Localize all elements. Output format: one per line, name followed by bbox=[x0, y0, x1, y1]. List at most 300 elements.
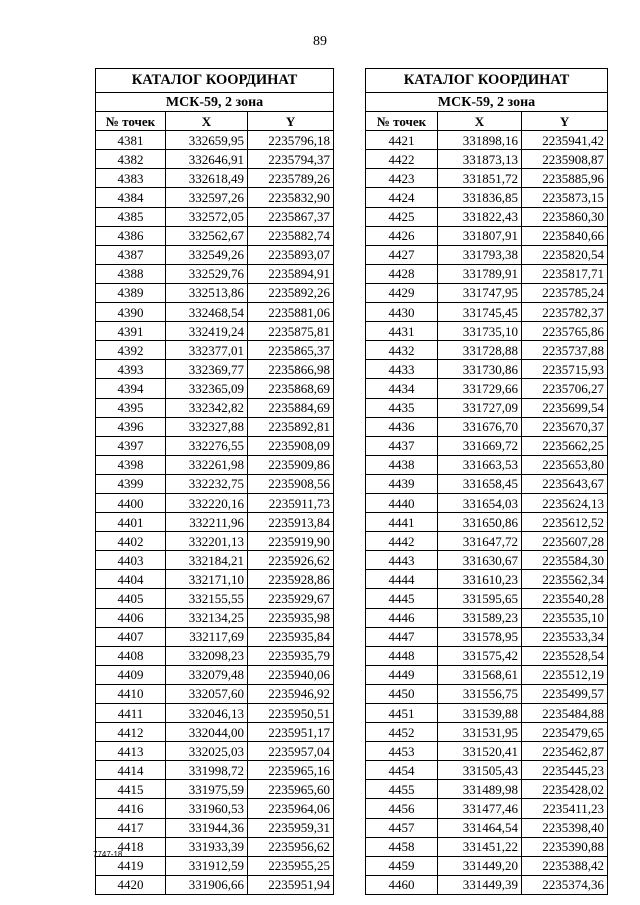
x-coordinate-cell: 331745,45 bbox=[438, 303, 522, 322]
table-row bbox=[366, 761, 608, 780]
x-coordinate-cell: 332057,60 bbox=[166, 684, 248, 703]
table-row bbox=[366, 474, 608, 493]
table-row bbox=[96, 513, 334, 532]
x-coordinate-cell: 331539,88 bbox=[438, 704, 522, 723]
x-coordinate-cell: 332377,01 bbox=[166, 341, 248, 360]
point-number-cell: 4455 bbox=[366, 780, 438, 799]
point-number-cell: 4450 bbox=[366, 684, 438, 703]
table-row bbox=[96, 704, 334, 723]
y-coordinate-cell: 2235411,23 bbox=[522, 799, 608, 818]
table-row bbox=[96, 780, 334, 799]
x-coordinate-cell: 332220,16 bbox=[166, 493, 248, 512]
x-coordinate-cell: 332134,25 bbox=[166, 608, 248, 627]
point-number-cell: 4438 bbox=[366, 455, 438, 474]
y-coordinate-cell: 2235737,88 bbox=[522, 341, 608, 360]
y-coordinate-cell: 2235866,98 bbox=[248, 360, 334, 379]
y-coordinate-cell: 2235919,90 bbox=[248, 532, 334, 551]
table-row bbox=[96, 360, 334, 379]
table-row bbox=[366, 150, 608, 169]
y-coordinate-cell: 2235820,54 bbox=[522, 245, 608, 264]
point-number-cell: 4452 bbox=[366, 723, 438, 742]
point-number-cell: 4403 bbox=[96, 551, 166, 570]
x-coordinate-cell: 331520,41 bbox=[438, 742, 522, 761]
table-row bbox=[96, 436, 334, 455]
point-number-cell: 4390 bbox=[96, 303, 166, 322]
x-coordinate-cell: 332513,86 bbox=[166, 283, 248, 302]
table-row bbox=[366, 799, 608, 818]
point-number-cell: 4421 bbox=[366, 131, 438, 150]
point-number-cell: 4391 bbox=[96, 322, 166, 341]
x-coordinate-cell: 332562,67 bbox=[166, 226, 248, 245]
point-number-cell: 4420 bbox=[96, 875, 166, 894]
point-number-cell: 4423 bbox=[366, 169, 438, 188]
table-row bbox=[96, 723, 334, 742]
point-number-cell: 4449 bbox=[366, 665, 438, 684]
x-coordinate-cell: 331729,66 bbox=[438, 379, 522, 398]
y-coordinate-cell: 2235840,66 bbox=[522, 226, 608, 245]
x-coordinate-cell: 331451,22 bbox=[438, 837, 522, 856]
point-number-cell: 4389 bbox=[96, 283, 166, 302]
x-coordinate-cell: 331822,43 bbox=[438, 207, 522, 226]
y-coordinate-cell: 2235832,90 bbox=[248, 188, 334, 207]
x-coordinate-cell: 331898,16 bbox=[438, 131, 522, 150]
y-coordinate-cell: 2235908,56 bbox=[248, 474, 334, 493]
table-row bbox=[96, 455, 334, 474]
point-number-cell: 4392 bbox=[96, 341, 166, 360]
x-coordinate-cell: 331912,59 bbox=[166, 856, 248, 875]
table-row bbox=[366, 322, 608, 341]
y-coordinate-cell: 2235540,28 bbox=[522, 589, 608, 608]
x-coordinate-cell: 332276,55 bbox=[166, 436, 248, 455]
table-row bbox=[366, 131, 608, 150]
table-row bbox=[96, 684, 334, 703]
y-coordinate-cell: 2235796,18 bbox=[248, 131, 334, 150]
point-number-cell: 4405 bbox=[96, 589, 166, 608]
x-coordinate-cell: 331575,42 bbox=[438, 646, 522, 665]
y-coordinate-cell: 2235959,31 bbox=[248, 818, 334, 837]
point-number-cell: 4394 bbox=[96, 379, 166, 398]
point-number-cell: 4453 bbox=[366, 742, 438, 761]
point-number-cell: 4384 bbox=[96, 188, 166, 207]
x-coordinate-cell: 331630,67 bbox=[438, 551, 522, 570]
table-row bbox=[366, 226, 608, 245]
y-coordinate-cell: 2235881,06 bbox=[248, 303, 334, 322]
y-coordinate-cell: 2235884,69 bbox=[248, 398, 334, 417]
point-number-cell: 4413 bbox=[96, 742, 166, 761]
y-coordinate-cell: 2235965,16 bbox=[248, 761, 334, 780]
point-number-cell: 4408 bbox=[96, 646, 166, 665]
column-header-y: Y bbox=[522, 112, 608, 131]
y-coordinate-cell: 2235479,65 bbox=[522, 723, 608, 742]
table-row bbox=[96, 742, 334, 761]
y-coordinate-cell: 2235957,04 bbox=[248, 742, 334, 761]
y-coordinate-cell: 2235398,40 bbox=[522, 818, 608, 837]
x-coordinate-cell: 332046,13 bbox=[166, 704, 248, 723]
point-number-cell: 4383 bbox=[96, 169, 166, 188]
x-coordinate-cell: 332365,09 bbox=[166, 379, 248, 398]
point-number-cell: 4439 bbox=[366, 474, 438, 493]
x-coordinate-cell: 332232,75 bbox=[166, 474, 248, 493]
x-coordinate-cell: 332572,05 bbox=[166, 207, 248, 226]
point-number-cell: 4447 bbox=[366, 627, 438, 646]
y-coordinate-cell: 2235893,07 bbox=[248, 245, 334, 264]
point-number-cell: 4445 bbox=[366, 589, 438, 608]
x-coordinate-cell: 332369,77 bbox=[166, 360, 248, 379]
table-row bbox=[96, 398, 334, 417]
point-number-cell: 4427 bbox=[366, 245, 438, 264]
y-coordinate-cell: 2235885,96 bbox=[522, 169, 608, 188]
x-coordinate-cell: 332098,23 bbox=[166, 646, 248, 665]
table-row bbox=[366, 436, 608, 455]
table-row bbox=[96, 493, 334, 512]
x-coordinate-cell: 331531,95 bbox=[438, 723, 522, 742]
x-coordinate-cell: 331789,91 bbox=[438, 264, 522, 283]
y-coordinate-cell: 2235533,34 bbox=[522, 627, 608, 646]
table-row bbox=[96, 150, 334, 169]
x-coordinate-cell: 332549,26 bbox=[166, 245, 248, 264]
point-number-cell: 4400 bbox=[96, 493, 166, 512]
y-coordinate-cell: 2235390,88 bbox=[522, 837, 608, 856]
coordinate-catalog-left bbox=[95, 68, 334, 895]
y-coordinate-cell: 2235873,15 bbox=[522, 188, 608, 207]
y-coordinate-cell: 2235789,26 bbox=[248, 169, 334, 188]
table-row bbox=[366, 398, 608, 417]
x-coordinate-cell: 332659,95 bbox=[166, 131, 248, 150]
x-coordinate-cell: 332261,98 bbox=[166, 455, 248, 474]
catalog-body bbox=[96, 131, 334, 895]
y-coordinate-cell: 2235908,09 bbox=[248, 436, 334, 455]
table-row bbox=[366, 379, 608, 398]
table-row bbox=[96, 646, 334, 665]
y-coordinate-cell: 2235499,57 bbox=[522, 684, 608, 703]
x-coordinate-cell: 332155,55 bbox=[166, 589, 248, 608]
y-coordinate-cell: 2235946,92 bbox=[248, 684, 334, 703]
point-number-cell: 4435 bbox=[366, 398, 438, 417]
page-number: 89 bbox=[313, 34, 327, 49]
y-coordinate-cell: 2235865,37 bbox=[248, 341, 334, 360]
catalog-title: КАТАЛОГ КООРДИНАТ bbox=[366, 69, 608, 93]
column-header-point-number: № точек bbox=[366, 112, 438, 131]
y-coordinate-cell: 2235929,67 bbox=[248, 589, 334, 608]
point-number-cell: 4422 bbox=[366, 150, 438, 169]
point-number-cell: 4406 bbox=[96, 608, 166, 627]
x-coordinate-cell: 332117,69 bbox=[166, 627, 248, 646]
y-coordinate-cell: 2235950,51 bbox=[248, 704, 334, 723]
table-row bbox=[96, 245, 334, 264]
table-row bbox=[96, 131, 334, 150]
x-coordinate-cell: 331650,86 bbox=[438, 513, 522, 532]
y-coordinate-cell: 2235941,42 bbox=[522, 131, 608, 150]
y-coordinate-cell: 2235462,87 bbox=[522, 742, 608, 761]
table-row bbox=[366, 742, 608, 761]
x-coordinate-cell: 332079,48 bbox=[166, 665, 248, 684]
catalog-body bbox=[366, 131, 608, 895]
y-coordinate-cell: 2235715,93 bbox=[522, 360, 608, 379]
x-coordinate-cell: 331676,70 bbox=[438, 417, 522, 436]
point-number-cell: 4443 bbox=[366, 551, 438, 570]
point-number-cell: 4404 bbox=[96, 570, 166, 589]
point-number-cell: 4415 bbox=[96, 780, 166, 799]
table-row bbox=[96, 627, 334, 646]
point-number-cell: 4424 bbox=[366, 188, 438, 207]
y-coordinate-cell: 2235935,79 bbox=[248, 646, 334, 665]
table-row bbox=[366, 207, 608, 226]
x-coordinate-cell: 331647,72 bbox=[438, 532, 522, 551]
table-row bbox=[366, 188, 608, 207]
table-row bbox=[366, 341, 608, 360]
point-number-cell: 4444 bbox=[366, 570, 438, 589]
column-header-x: X bbox=[438, 112, 522, 131]
point-number-cell: 4411 bbox=[96, 704, 166, 723]
point-number-cell: 4457 bbox=[366, 818, 438, 837]
x-coordinate-cell: 331449,39 bbox=[438, 875, 522, 894]
point-number-cell: 4409 bbox=[96, 665, 166, 684]
table-row bbox=[366, 780, 608, 799]
x-coordinate-cell: 332211,96 bbox=[166, 513, 248, 532]
point-number-cell: 4382 bbox=[96, 150, 166, 169]
x-coordinate-cell: 331568,61 bbox=[438, 665, 522, 684]
table-row bbox=[366, 856, 608, 875]
x-coordinate-cell: 331449,20 bbox=[438, 856, 522, 875]
y-coordinate-cell: 2235928,86 bbox=[248, 570, 334, 589]
y-coordinate-cell: 2235951,94 bbox=[248, 875, 334, 894]
table-row bbox=[366, 704, 608, 723]
table-row bbox=[96, 417, 334, 436]
x-coordinate-cell: 332044,00 bbox=[166, 723, 248, 742]
point-number-cell: 4417 bbox=[96, 818, 166, 837]
y-coordinate-cell: 2235875,81 bbox=[248, 322, 334, 341]
x-coordinate-cell: 331836,85 bbox=[438, 188, 522, 207]
point-number-cell: 4442 bbox=[366, 532, 438, 551]
x-coordinate-cell: 331747,95 bbox=[438, 283, 522, 302]
table-row bbox=[96, 341, 334, 360]
x-coordinate-cell: 331998,72 bbox=[166, 761, 248, 780]
table-row bbox=[96, 818, 334, 837]
point-number-cell: 4448 bbox=[366, 646, 438, 665]
table-row bbox=[96, 322, 334, 341]
y-coordinate-cell: 2235909,86 bbox=[248, 455, 334, 474]
point-number-cell: 4407 bbox=[96, 627, 166, 646]
table-row bbox=[96, 264, 334, 283]
x-coordinate-cell: 331906,66 bbox=[166, 875, 248, 894]
point-number-cell: 4387 bbox=[96, 245, 166, 264]
y-coordinate-cell: 2235868,69 bbox=[248, 379, 334, 398]
y-coordinate-cell: 2235860,30 bbox=[522, 207, 608, 226]
point-number-cell: 4426 bbox=[366, 226, 438, 245]
table-row bbox=[96, 608, 334, 627]
y-coordinate-cell: 2235607,28 bbox=[522, 532, 608, 551]
point-number-cell: 4433 bbox=[366, 360, 438, 379]
x-coordinate-cell: 331960,53 bbox=[166, 799, 248, 818]
y-coordinate-cell: 2235908,87 bbox=[522, 150, 608, 169]
x-coordinate-cell: 331589,23 bbox=[438, 608, 522, 627]
table-row bbox=[96, 665, 334, 684]
y-coordinate-cell: 2235484,88 bbox=[522, 704, 608, 723]
table-row bbox=[366, 875, 608, 894]
point-number-cell: 4456 bbox=[366, 799, 438, 818]
x-coordinate-cell: 331807,91 bbox=[438, 226, 522, 245]
table-row bbox=[366, 283, 608, 302]
point-number-cell: 4393 bbox=[96, 360, 166, 379]
x-coordinate-cell: 331505,43 bbox=[438, 761, 522, 780]
point-number-cell: 4436 bbox=[366, 417, 438, 436]
table-row bbox=[96, 169, 334, 188]
table-row bbox=[96, 799, 334, 818]
table-row bbox=[96, 856, 334, 875]
x-coordinate-cell: 331610,23 bbox=[438, 570, 522, 589]
y-coordinate-cell: 2235706,27 bbox=[522, 379, 608, 398]
column-header-x: X bbox=[166, 112, 248, 131]
x-coordinate-cell: 331735,10 bbox=[438, 322, 522, 341]
point-number-cell: 4459 bbox=[366, 856, 438, 875]
table-row bbox=[366, 303, 608, 322]
y-coordinate-cell: 2235662,25 bbox=[522, 436, 608, 455]
table-row bbox=[366, 570, 608, 589]
y-coordinate-cell: 2235528,54 bbox=[522, 646, 608, 665]
point-number-cell: 4396 bbox=[96, 417, 166, 436]
point-number-cell: 4437 bbox=[366, 436, 438, 455]
table-row bbox=[366, 837, 608, 856]
point-number-cell: 4401 bbox=[96, 513, 166, 532]
table-row bbox=[366, 551, 608, 570]
table-row bbox=[96, 283, 334, 302]
y-coordinate-cell: 2235584,30 bbox=[522, 551, 608, 570]
column-header-y: Y bbox=[248, 112, 334, 131]
x-coordinate-cell: 332025,03 bbox=[166, 742, 248, 761]
table-row bbox=[96, 761, 334, 780]
y-coordinate-cell: 2235911,73 bbox=[248, 493, 334, 512]
y-coordinate-cell: 2235940,06 bbox=[248, 665, 334, 684]
point-number-cell: 4454 bbox=[366, 761, 438, 780]
y-coordinate-cell: 2235817,71 bbox=[522, 264, 608, 283]
x-coordinate-cell: 331669,72 bbox=[438, 436, 522, 455]
y-coordinate-cell: 2235535,10 bbox=[522, 608, 608, 627]
catalog-subtitle: МСК-59, 2 зона bbox=[366, 93, 608, 112]
table-row bbox=[366, 169, 608, 188]
point-number-cell: 4429 bbox=[366, 283, 438, 302]
point-number-cell: 4434 bbox=[366, 379, 438, 398]
point-number-cell: 4386 bbox=[96, 226, 166, 245]
table-row bbox=[366, 417, 608, 436]
table-row bbox=[366, 646, 608, 665]
x-coordinate-cell: 331944,36 bbox=[166, 818, 248, 837]
point-number-cell: 4395 bbox=[96, 398, 166, 417]
table-row bbox=[366, 818, 608, 837]
point-number-cell: 4416 bbox=[96, 799, 166, 818]
y-coordinate-cell: 2235867,37 bbox=[248, 207, 334, 226]
point-number-cell: 4419 bbox=[96, 856, 166, 875]
table-row bbox=[366, 493, 608, 512]
y-coordinate-cell: 2235670,37 bbox=[522, 417, 608, 436]
x-coordinate-cell: 331933,39 bbox=[166, 837, 248, 856]
table-row bbox=[96, 226, 334, 245]
x-coordinate-cell: 332468,54 bbox=[166, 303, 248, 322]
x-coordinate-cell: 331489,98 bbox=[438, 780, 522, 799]
x-coordinate-cell: 331658,45 bbox=[438, 474, 522, 493]
point-number-cell: 4418 bbox=[96, 837, 166, 856]
x-coordinate-cell: 331477,46 bbox=[438, 799, 522, 818]
point-number-cell: 4381 bbox=[96, 131, 166, 150]
x-coordinate-cell: 331595,65 bbox=[438, 589, 522, 608]
x-coordinate-cell: 332419,24 bbox=[166, 322, 248, 341]
point-number-cell: 4428 bbox=[366, 264, 438, 283]
table-row bbox=[366, 513, 608, 532]
x-coordinate-cell: 331464,54 bbox=[438, 818, 522, 837]
table-row bbox=[96, 303, 334, 322]
x-coordinate-cell: 331851,72 bbox=[438, 169, 522, 188]
table-row bbox=[366, 532, 608, 551]
y-coordinate-cell: 2235935,98 bbox=[248, 608, 334, 627]
point-number-cell: 4397 bbox=[96, 436, 166, 455]
table-row bbox=[366, 684, 608, 703]
point-number-cell: 4460 bbox=[366, 875, 438, 894]
table-row bbox=[96, 379, 334, 398]
y-coordinate-cell: 2235782,37 bbox=[522, 303, 608, 322]
point-number-cell: 4402 bbox=[96, 532, 166, 551]
point-number-cell: 4431 bbox=[366, 322, 438, 341]
table-row bbox=[96, 837, 334, 856]
table-row bbox=[366, 264, 608, 283]
table-row bbox=[96, 532, 334, 551]
point-number-cell: 4388 bbox=[96, 264, 166, 283]
x-coordinate-cell: 331873,13 bbox=[438, 150, 522, 169]
point-number-cell: 4410 bbox=[96, 684, 166, 703]
point-number-cell: 4432 bbox=[366, 341, 438, 360]
point-number-cell: 4451 bbox=[366, 704, 438, 723]
point-number-cell: 4441 bbox=[366, 513, 438, 532]
x-coordinate-cell: 332171,10 bbox=[166, 570, 248, 589]
table-row bbox=[96, 875, 334, 894]
table-row bbox=[96, 207, 334, 226]
catalog-title: КАТАЛОГ КООРДИНАТ bbox=[96, 69, 334, 93]
table-row bbox=[366, 665, 608, 684]
catalog-subtitle: МСК-59, 2 зона bbox=[96, 93, 334, 112]
x-coordinate-cell: 331663,53 bbox=[438, 455, 522, 474]
point-number-cell: 4425 bbox=[366, 207, 438, 226]
table-row bbox=[96, 551, 334, 570]
table-row bbox=[96, 570, 334, 589]
table-row bbox=[366, 455, 608, 474]
y-coordinate-cell: 2235653,80 bbox=[522, 455, 608, 474]
x-coordinate-cell: 331728,88 bbox=[438, 341, 522, 360]
x-coordinate-cell: 332342,82 bbox=[166, 398, 248, 417]
y-coordinate-cell: 2235926,62 bbox=[248, 551, 334, 570]
table-row bbox=[96, 474, 334, 493]
table-row bbox=[96, 188, 334, 207]
x-coordinate-cell: 332201,13 bbox=[166, 532, 248, 551]
x-coordinate-cell: 331730,86 bbox=[438, 360, 522, 379]
y-coordinate-cell: 2235388,42 bbox=[522, 856, 608, 875]
x-coordinate-cell: 332646,91 bbox=[166, 150, 248, 169]
x-coordinate-cell: 331727,09 bbox=[438, 398, 522, 417]
y-coordinate-cell: 2235965,60 bbox=[248, 780, 334, 799]
table-row bbox=[366, 589, 608, 608]
point-number-cell: 4385 bbox=[96, 207, 166, 226]
x-coordinate-cell: 331556,75 bbox=[438, 684, 522, 703]
point-number-cell: 4398 bbox=[96, 455, 166, 474]
point-number-cell: 4430 bbox=[366, 303, 438, 322]
y-coordinate-cell: 2235765,86 bbox=[522, 322, 608, 341]
y-coordinate-cell: 2235612,52 bbox=[522, 513, 608, 532]
y-coordinate-cell: 2235512,19 bbox=[522, 665, 608, 684]
table-row bbox=[366, 723, 608, 742]
y-coordinate-cell: 2235913,84 bbox=[248, 513, 334, 532]
point-number-cell: 4412 bbox=[96, 723, 166, 742]
x-coordinate-cell: 332184,21 bbox=[166, 551, 248, 570]
y-coordinate-cell: 2235428,02 bbox=[522, 780, 608, 799]
table-row bbox=[96, 589, 334, 608]
y-coordinate-cell: 2235882,74 bbox=[248, 226, 334, 245]
